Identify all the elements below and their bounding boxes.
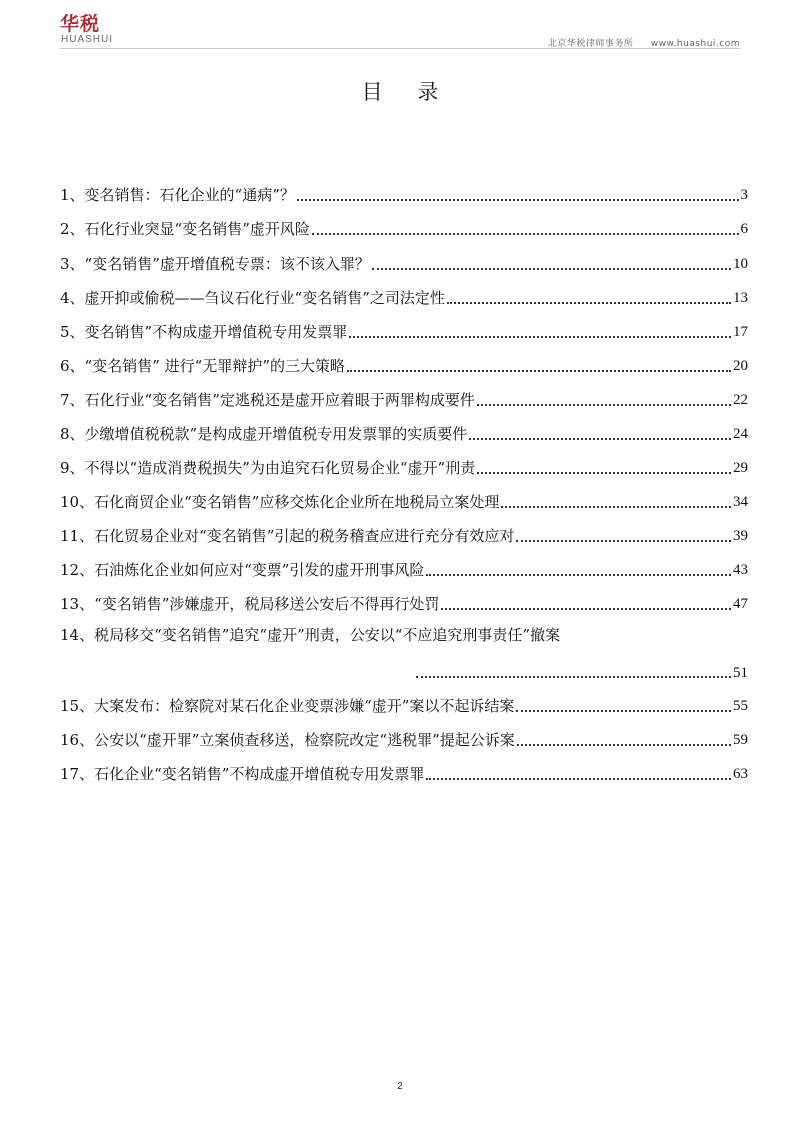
toc-entry[interactable] <box>60 556 748 580</box>
toc-entry-title: 3、“变名销售”虚开增值税专票：该不该入罪？ <box>60 255 370 273</box>
toc-entry[interactable] <box>60 215 748 239</box>
toc-leader-dots <box>516 706 731 712</box>
page-header <box>60 14 740 48</box>
toc-entry-title: 6、“变名销售” 进行“无罪辩护”的三大策略 <box>60 357 345 375</box>
toc-entry-title: 5、变名销售”不构成虚开增值税专用发票罪 <box>60 323 348 341</box>
toc-entry-continuation <box>60 658 748 682</box>
toc-leader-dots <box>349 332 731 338</box>
toc-leader-dots <box>372 264 731 270</box>
toc-leader-dots <box>441 604 731 610</box>
toc-entry-title: 16、公安以“虚开罪”立案侦查移送，检察院改定“逃税罪”提起公诉案 <box>60 731 515 749</box>
toc-entry[interactable] <box>60 181 748 205</box>
toc-entry[interactable] <box>60 625 748 681</box>
toc-entry[interactable] <box>60 420 748 444</box>
toc-entry-title: 12、石油炼化企业如何应对“变票”引发的虚开刑事风险 <box>60 561 425 579</box>
toc-entry-page: 13 <box>733 290 748 306</box>
page-title: 目 录 <box>361 80 453 104</box>
toc-leader-dots <box>517 740 731 746</box>
toc-entry[interactable] <box>60 318 748 342</box>
toc-entry-title: 13、“变名销售”涉嫌虚开，税局移送公安后不得再行处罚 <box>60 595 440 613</box>
page-number: 2 <box>397 1081 403 1092</box>
toc-entry[interactable] <box>60 284 748 308</box>
logo-subtitle: HUASHUI <box>61 34 114 45</box>
toc-entry-page: 22 <box>733 392 748 408</box>
toc-entry-page: 55 <box>733 698 748 714</box>
toc-entry-page: 20 <box>733 358 748 374</box>
toc-entry[interactable] <box>60 454 748 478</box>
toc-entry-page: 10 <box>733 256 748 272</box>
toc-entry-page: 59 <box>733 732 748 748</box>
toc-leader-dots <box>312 229 739 235</box>
toc-entry-page: 63 <box>733 766 748 782</box>
toc-leader-dots <box>297 195 739 201</box>
toc-entry-title: 4、虚开抑或偷税——刍议石化行业“变名销售”之司法定性 <box>60 289 445 307</box>
header-divider <box>60 48 740 49</box>
toc-entry-title: 17、石化企业“变名销售”不构成虚开增值税专用发票罪 <box>60 765 425 783</box>
toc-entry-title: 11、石化贸易企业对“变名销售”引起的税务稽查应进行充分有效应对 <box>60 527 515 545</box>
toc-leader-dots <box>347 366 731 372</box>
toc-leader-dots <box>426 570 731 576</box>
toc-entry-page: 34 <box>733 494 748 510</box>
toc-entry-page: 29 <box>733 460 748 476</box>
toc-entry[interactable] <box>60 590 748 614</box>
toc-leader-dots <box>469 434 731 440</box>
toc-entry-title: 15、大案发布：检察院对某石化企业变票涉嫌“虚开”案以不起诉结案 <box>60 697 515 715</box>
toc-entry[interactable] <box>60 352 748 376</box>
toc-entry-title: 10、石化商贸企业“变名销售”应移交炼化企业所在地税局立案处理 <box>60 493 500 511</box>
toc-leader-dots <box>447 298 731 304</box>
toc-entry-title: 7、石化行业“变名销售”定逃税还是虚开应着眼于两罪构成要件 <box>60 391 475 409</box>
toc-leader-dots <box>426 774 731 780</box>
toc-leader-dots <box>416 672 731 678</box>
toc-leader-dots <box>477 468 731 474</box>
toc-entry[interactable] <box>60 522 748 546</box>
toc-entry-page: 39 <box>733 528 748 544</box>
toc-leader-dots <box>501 502 731 508</box>
toc-entry-page: 3 <box>740 187 748 203</box>
toc-entry-title: 1、变名销售：石化企业的“通病”？ <box>60 186 295 204</box>
toc-entry[interactable] <box>60 386 748 410</box>
toc-entry[interactable] <box>60 760 748 784</box>
toc-entry-page: 51 <box>733 665 748 681</box>
toc-leader-dots <box>477 400 731 406</box>
toc-entry-title: 9、不得以“造成消费税损失”为由追究石化贸易企业“虚开”刑责 <box>60 459 476 477</box>
toc-leader-dots <box>516 536 731 542</box>
toc-entry-title: 14、税局移交“变名销售”追究“虚开”刑责，公安以“不应追究刑事责任”撤案 <box>60 626 561 644</box>
firm-name: 北京华税律师事务所 <box>547 39 634 49</box>
toc-entry-title: 8、少缴增值税税款”是构成虚开增值税专用发票罪的实质要件 <box>60 425 468 443</box>
firm-website: www.huashui.com <box>650 39 740 49</box>
toc-entry[interactable] <box>60 250 748 274</box>
toc-entry[interactable] <box>60 488 748 512</box>
toc-entry[interactable] <box>60 692 748 716</box>
toc-entry[interactable] <box>60 726 748 750</box>
toc-entry-page: 43 <box>733 562 748 578</box>
toc-entry-page: 24 <box>733 426 748 442</box>
toc-entry-page: 47 <box>733 596 748 612</box>
toc-entry-page: 17 <box>733 324 748 340</box>
toc-entry-page: 6 <box>740 221 748 237</box>
logo: 华税 <box>60 13 101 35</box>
toc-entry-title: 2、石化行业突显“变名销售”虚开风险 <box>60 220 310 238</box>
